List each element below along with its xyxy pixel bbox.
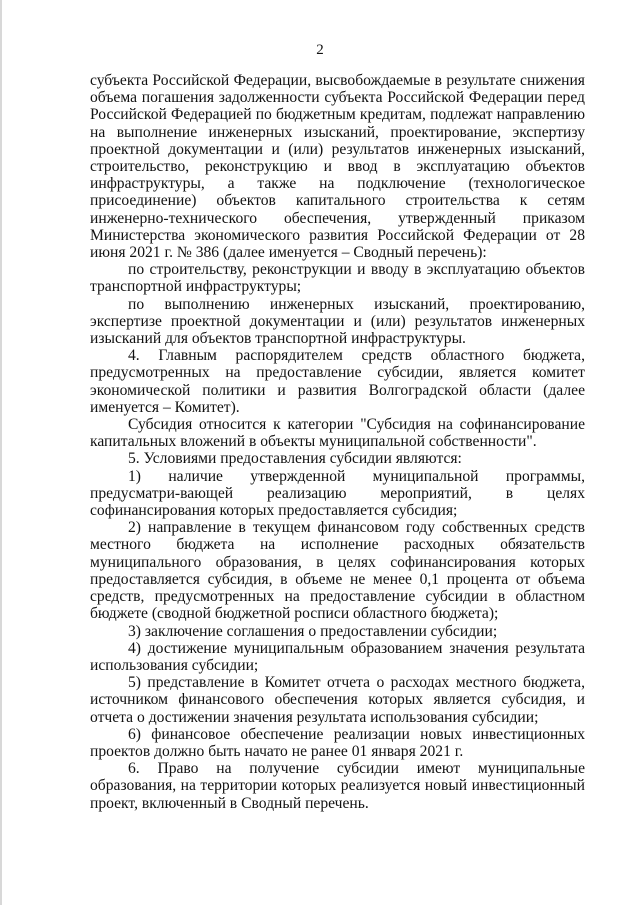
paragraph-transport-surveys: по выполнению инженерных изысканий, проектированию, экспертизе проектной документации и (или) результатов инженерных изысканий для объектов транспортной инфраструктуры. xyxy=(90,295,585,348)
paragraph-subsidy-category: Субсидия относится к категории "Субсидия на софинансирование капитальных вложений в объекты муниципальной собственности". xyxy=(90,416,585,451)
paragraph-condition-1: 1) наличие утвержденной муниципальной программы, предусматри-вающей реализацию мероприятий, в целях софинансирования которых предоставляется субсидия; xyxy=(90,467,585,520)
paragraph-condition-5: 5) представление в Комитет отчета о расходах местного бюджета, источником финансового обеспечения которых является субсидия, и отчета о достижении значения результата использования субсидии; xyxy=(90,674,585,726)
document-body xyxy=(90,72,585,812)
paragraph-condition-3: 3) заключение соглашения о предоставлении субсидии; xyxy=(128,622,498,640)
page-number: 2 xyxy=(316,42,324,58)
paragraph-condition-4: 4) достижение муниципальным образованием значения результата использования субсидии; xyxy=(90,639,585,674)
scan-edge xyxy=(0,0,2,905)
paragraph-continuation: субъекта Российской Федерации, высвобождаемые в результате снижения объема погашения задолженности субъекта Российской Федерации перед Российской Федерацией по бюджетным кредитам, подлежат направлению на выполнение инженерных изысканий, проектирование, экспертизу проектной документации и (или) результатов инженерных изысканий, строительство, реконструкцию и ввод в эксплуатацию объектов инфраструктуры, а также на подключение (технологическое присоединение) объектов капитального строительства к сетям инженерно-технического обеспечения, утвержденный приказом Министерства экономического развития Российской Федерации от 28 июня 2021 г. № 386 (далее именуется – Сводный перечень): xyxy=(90,72,585,262)
paragraph-condition-2: 2) направление в текущем финансовом году собственных средств местного бюджета на исполнение расходных обязательств муниципального образования, в целях софинансирования которых предоставляется субсидия, в объеме не менее 0,1 процента от объема средств, предусмотренных на предоставление субсидии в областном бюджете (сводной бюджетной росписи областного бюджета); xyxy=(90,519,585,623)
paragraph-item-6: 6. Право на получение субсидии имеют муниципальные образования, на территории которых реализуется новый инвестиционный проект, включенный в Сводный перечень. xyxy=(90,760,585,812)
paragraph-condition-6: 6) финансовое обеспечение реализации новых инвестиционных проектов должно быть начато не ранее 01 января 2021 г. xyxy=(90,725,585,760)
paragraph-transport-construction: по строительству, реконструкции и вводу в эксплуатацию объектов транспортной инфраструктуры; xyxy=(90,261,585,296)
paragraph-item-4: 4. Главным распорядителем средств областного бюджета, предусмотренных на предоставление субсидии, является комитет экономической политики и развития Волгоградской области (далее именуется – Комитет). xyxy=(90,347,585,416)
paragraph-item-5: 5. Условиями предоставления субсидии являются: xyxy=(128,450,462,468)
